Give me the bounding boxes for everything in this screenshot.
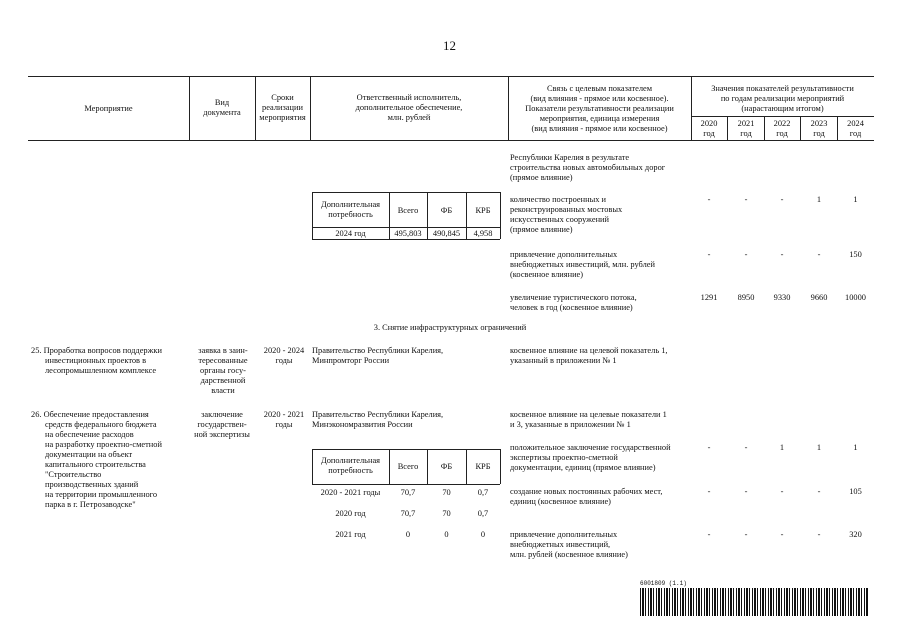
barcode-icon bbox=[640, 588, 868, 616]
inner-table-krb: 0 bbox=[480, 530, 486, 539]
header-top-rule bbox=[28, 76, 874, 77]
inner-table-krb: 0,7 bbox=[477, 488, 489, 497]
value-cell: 8950 bbox=[737, 293, 755, 302]
year-2021: 2021 год bbox=[737, 119, 755, 138]
year-2022: 2022 год bbox=[773, 119, 791, 138]
inner-table-krb: 4,958 bbox=[473, 229, 493, 238]
header-activity: Мероприятие bbox=[84, 104, 133, 113]
inner-table-fb: 70 bbox=[442, 488, 451, 497]
inner-table-krb-header: КРБ bbox=[475, 462, 491, 471]
inner-table-top-rule bbox=[312, 192, 500, 193]
value-cell: - bbox=[744, 195, 748, 204]
section-title: 3. Снятие инфраструктурных ограничений bbox=[373, 323, 527, 332]
value-cell: 1 bbox=[779, 443, 785, 452]
indicator-investments-2: привлечение дополнительных внебюджетных инвестиций, млн. рублей (косвенное влияние) bbox=[510, 530, 628, 559]
row26-terms: 2020 - 2021 годы bbox=[263, 410, 305, 429]
header-link: Связь с целевым показателем (вид влияния - прямое или косвенное). Показатели результативности реализации мероприятия, единица измерения (вид влияния - прямое или косвенное) bbox=[525, 84, 674, 133]
value-cell: - bbox=[707, 443, 711, 452]
inner-table-fb: 0 bbox=[444, 530, 449, 539]
value-cell: 1 bbox=[816, 195, 822, 204]
value-cell: - bbox=[744, 530, 748, 539]
value-cell: - bbox=[780, 530, 784, 539]
inner-table-krb-header: КРБ bbox=[475, 206, 491, 215]
value-cell: - bbox=[780, 250, 784, 259]
inner-table-period: 2020 год bbox=[335, 509, 366, 518]
inner-table-divider bbox=[500, 192, 501, 239]
row26-doc: заключение государствен- ной экспертизы bbox=[194, 410, 250, 439]
inner-table-period: 2020 - 2021 годы bbox=[320, 488, 381, 497]
year-2020: 2020 год bbox=[700, 119, 718, 138]
header-year-rule bbox=[691, 116, 874, 117]
inner-table-krb: 0,7 bbox=[477, 509, 489, 518]
row25-terms: 2020 - 2024 годы bbox=[263, 346, 305, 365]
value-cell: - bbox=[817, 487, 821, 496]
header-doc-type: Вид документа bbox=[203, 98, 241, 117]
value-cell: - bbox=[707, 195, 711, 204]
row26-activity: 26. Обеспечение предоставления средств федерального бюджета на обеспечение расходов на разработку проектно-сметной документации на объект капитального строительства "Строительство производственных зданий на территории промышленного парка в г. Петрозаводске" bbox=[31, 410, 162, 509]
inner-table-total: 495,803 bbox=[394, 229, 422, 238]
header-terms: Сроки реализации мероприятия bbox=[259, 93, 306, 122]
inner-table-total-header: Всего bbox=[397, 206, 419, 215]
inner-table-need-header: Дополнительная потребность bbox=[320, 456, 381, 475]
value-cell: 150 bbox=[849, 250, 862, 259]
inner-table-period: 2024 год bbox=[335, 229, 366, 238]
inner-table-total: 70,7 bbox=[400, 488, 416, 497]
value-cell: - bbox=[744, 443, 748, 452]
value-cell: 1 bbox=[816, 443, 822, 452]
indicator-expertise: положительное заключение государственной экспертизы проектно-сметной документации, единиц (прямое влияние) bbox=[510, 443, 671, 472]
inner-table-period: 2021 год bbox=[335, 530, 366, 539]
header-responsible: Ответственный исполнитель, дополнительное обеспечение, млн. рублей bbox=[355, 93, 463, 122]
value-cell: - bbox=[707, 530, 711, 539]
value-cell: 320 bbox=[849, 530, 862, 539]
value-cell: 1 bbox=[853, 195, 858, 204]
inner-table-total: 0 bbox=[405, 530, 411, 539]
header-bottom-rule bbox=[28, 140, 874, 141]
value-cell: - bbox=[744, 487, 748, 496]
value-cell: - bbox=[707, 487, 711, 496]
year-2023: 2023 год bbox=[810, 119, 828, 138]
value-cell: 1291 bbox=[700, 293, 718, 302]
continued-indicator-text: Республики Карелия в результате строительства новых автомобильных дорог (прямое влияние) bbox=[510, 153, 666, 182]
value-cell: - bbox=[780, 487, 784, 496]
indicator-investments: привлечение дополнительных внебюджетных инвестиций, млн. рублей (косвенное влияние) bbox=[510, 250, 655, 279]
value-cell: 9330 bbox=[773, 293, 791, 302]
inner-table-divider bbox=[500, 449, 501, 484]
row25-activity: 25. Проработка вопросов поддержки инвестиционных проектов в лесопромышленном комплексе bbox=[31, 346, 162, 375]
inner-table-fb-header: ФБ bbox=[440, 206, 453, 215]
year-2024: 2024 год bbox=[847, 119, 864, 138]
value-cell: 105 bbox=[849, 487, 862, 496]
row25-link: косвенное влияние на целевой показатель 1, указанный в приложении № 1 bbox=[510, 346, 668, 365]
value-cell: 10000 bbox=[845, 293, 866, 302]
inner-table-top-rule bbox=[312, 449, 500, 450]
row26-responsible: Правительство Республики Карелия, Минэкономразвития России bbox=[312, 410, 444, 429]
page-number: 12 bbox=[443, 38, 456, 53]
indicator-tourism: увеличение туристического потока, человек в год (косвенное влияние) bbox=[510, 293, 637, 312]
value-cell: - bbox=[817, 250, 821, 259]
inner-table-total: 70,7 bbox=[400, 509, 416, 518]
row25-doc: заявка в заин- тересованные органы госу- дарственной власти bbox=[198, 346, 248, 395]
inner-table-need-header: Дополнительная потребность bbox=[320, 200, 381, 219]
inner-table-mid-rule bbox=[312, 484, 500, 485]
header-values: Значения показателей результативности по годам реализации мероприятий (нарастающим итогом) bbox=[711, 84, 854, 113]
indicator-jobs: создание новых постоянных рабочих мест, единиц (косвенное влияние) bbox=[510, 487, 663, 506]
inner-table-bottom-rule bbox=[312, 239, 500, 240]
inner-table-total-header: Всего bbox=[397, 462, 419, 471]
inner-table-fb: 70 bbox=[442, 509, 451, 518]
inner-table-fb-header: ФБ bbox=[440, 462, 453, 471]
value-cell: - bbox=[817, 530, 821, 539]
value-cell: 9660 bbox=[810, 293, 828, 302]
inner-table-mid-rule bbox=[312, 227, 500, 228]
value-cell: - bbox=[744, 250, 748, 259]
value-cell: 1 bbox=[853, 443, 858, 452]
value-cell: - bbox=[780, 195, 784, 204]
inner-table-fb: 490,845 bbox=[432, 229, 461, 238]
indicator-bridges: количество построенных и реконструированных мостовых искусственных сооружений (прямое влияние) bbox=[510, 195, 623, 234]
value-cell: - bbox=[707, 250, 711, 259]
barcode-number: 6001809 (1.1) bbox=[640, 580, 687, 587]
row25-responsible: Правительство Республики Карелия, Минпромторг России bbox=[312, 346, 444, 365]
row26-link: косвенное влияние на целевые показатели 1 и 3, указанные в приложении № 1 bbox=[510, 410, 667, 429]
